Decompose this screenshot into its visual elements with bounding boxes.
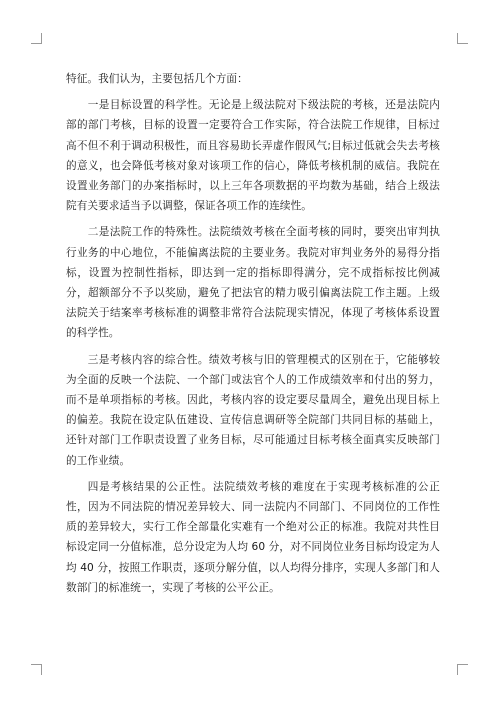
crop-mark-top-right: [457, 33, 468, 44]
crop-mark-top-left: [31, 33, 42, 44]
crop-mark-bottom-left: [31, 664, 42, 675]
paragraph-court-specificity: 二是法院工作的特殊性。法院绩效考核在全面考核的同时，要突出审判执行业务的中心地位，不能偏离法院的主要业务。我院对审判业务外的易得分指标，设置为控制性指标，即达到一定的指标即得满分，完不成指标按比例减分，超额部分不予以奖励，避免了把法官的精力吸引偏离法院工作主题。上级法院关于结案率考核标准的调整非常符合法院现实情况，体现了考核体系设置的科学性。: [66, 226, 440, 340]
crop-mark-bottom-right: [457, 664, 468, 675]
document-body: [66, 69, 440, 604]
paragraph-comprehensive-content: 三是考核内容的综合性。绩效考核与旧的管理模式的区别在于，它能够较为全面的反映一个法院、一个部门或法官个人的工作成绩效率和付出的努力，而不是单项指标的考核。因此，考核内容的设定要尽量周全，避免出现目标上的偏差。我院在设定队伍建设、宣传信息调研等全院部门共同目标的基础上，还针对部门工作职责设置了业务目标，尽可能通过目标考核全面真实反映部门的工作业绩。: [66, 353, 440, 467]
paragraph-scientific-targets: 一是目标设置的科学性。无论是上级法院对下级法院的考核，还是法院内部的部门考核，目标的设置一定要符合工作实际，符合法院工作规律，目标过高不但不利于调动积极性，而且容易助长弄虚作假风气;目标过低就会失去考核的意义，也会降低考核对象对该项工作的信心，降低考核机制的威信。我院在设置业务部门的办案指标时，以上三年各项数据的平均数为基础，结合上级法院有关要求适当予以调整，保证各项工作的连续性。: [66, 99, 440, 213]
paragraph-intro: 特征。我们认为，主要包括几个方面：: [66, 73, 248, 85]
paragraph-fair-results: 四是考核结果的公正性。法院绩效考核的难度在于实现考核标准的公正性，因为不同法院的情况差异较大、同一法院内不同部门、不同岗位的工作性质的差异较大，实行工作全部量化实难有一个绝对公正的标准。我院对共性目标设定同一分值标准，总分设定为人均 60 分，对不同岗位业务目标均设定为人均 40 分，按照工作职责，逐项分解分值，以人均得分排序，实现人多部门和人数部门的标准统一，实现了考核的公平公正。: [66, 480, 440, 594]
